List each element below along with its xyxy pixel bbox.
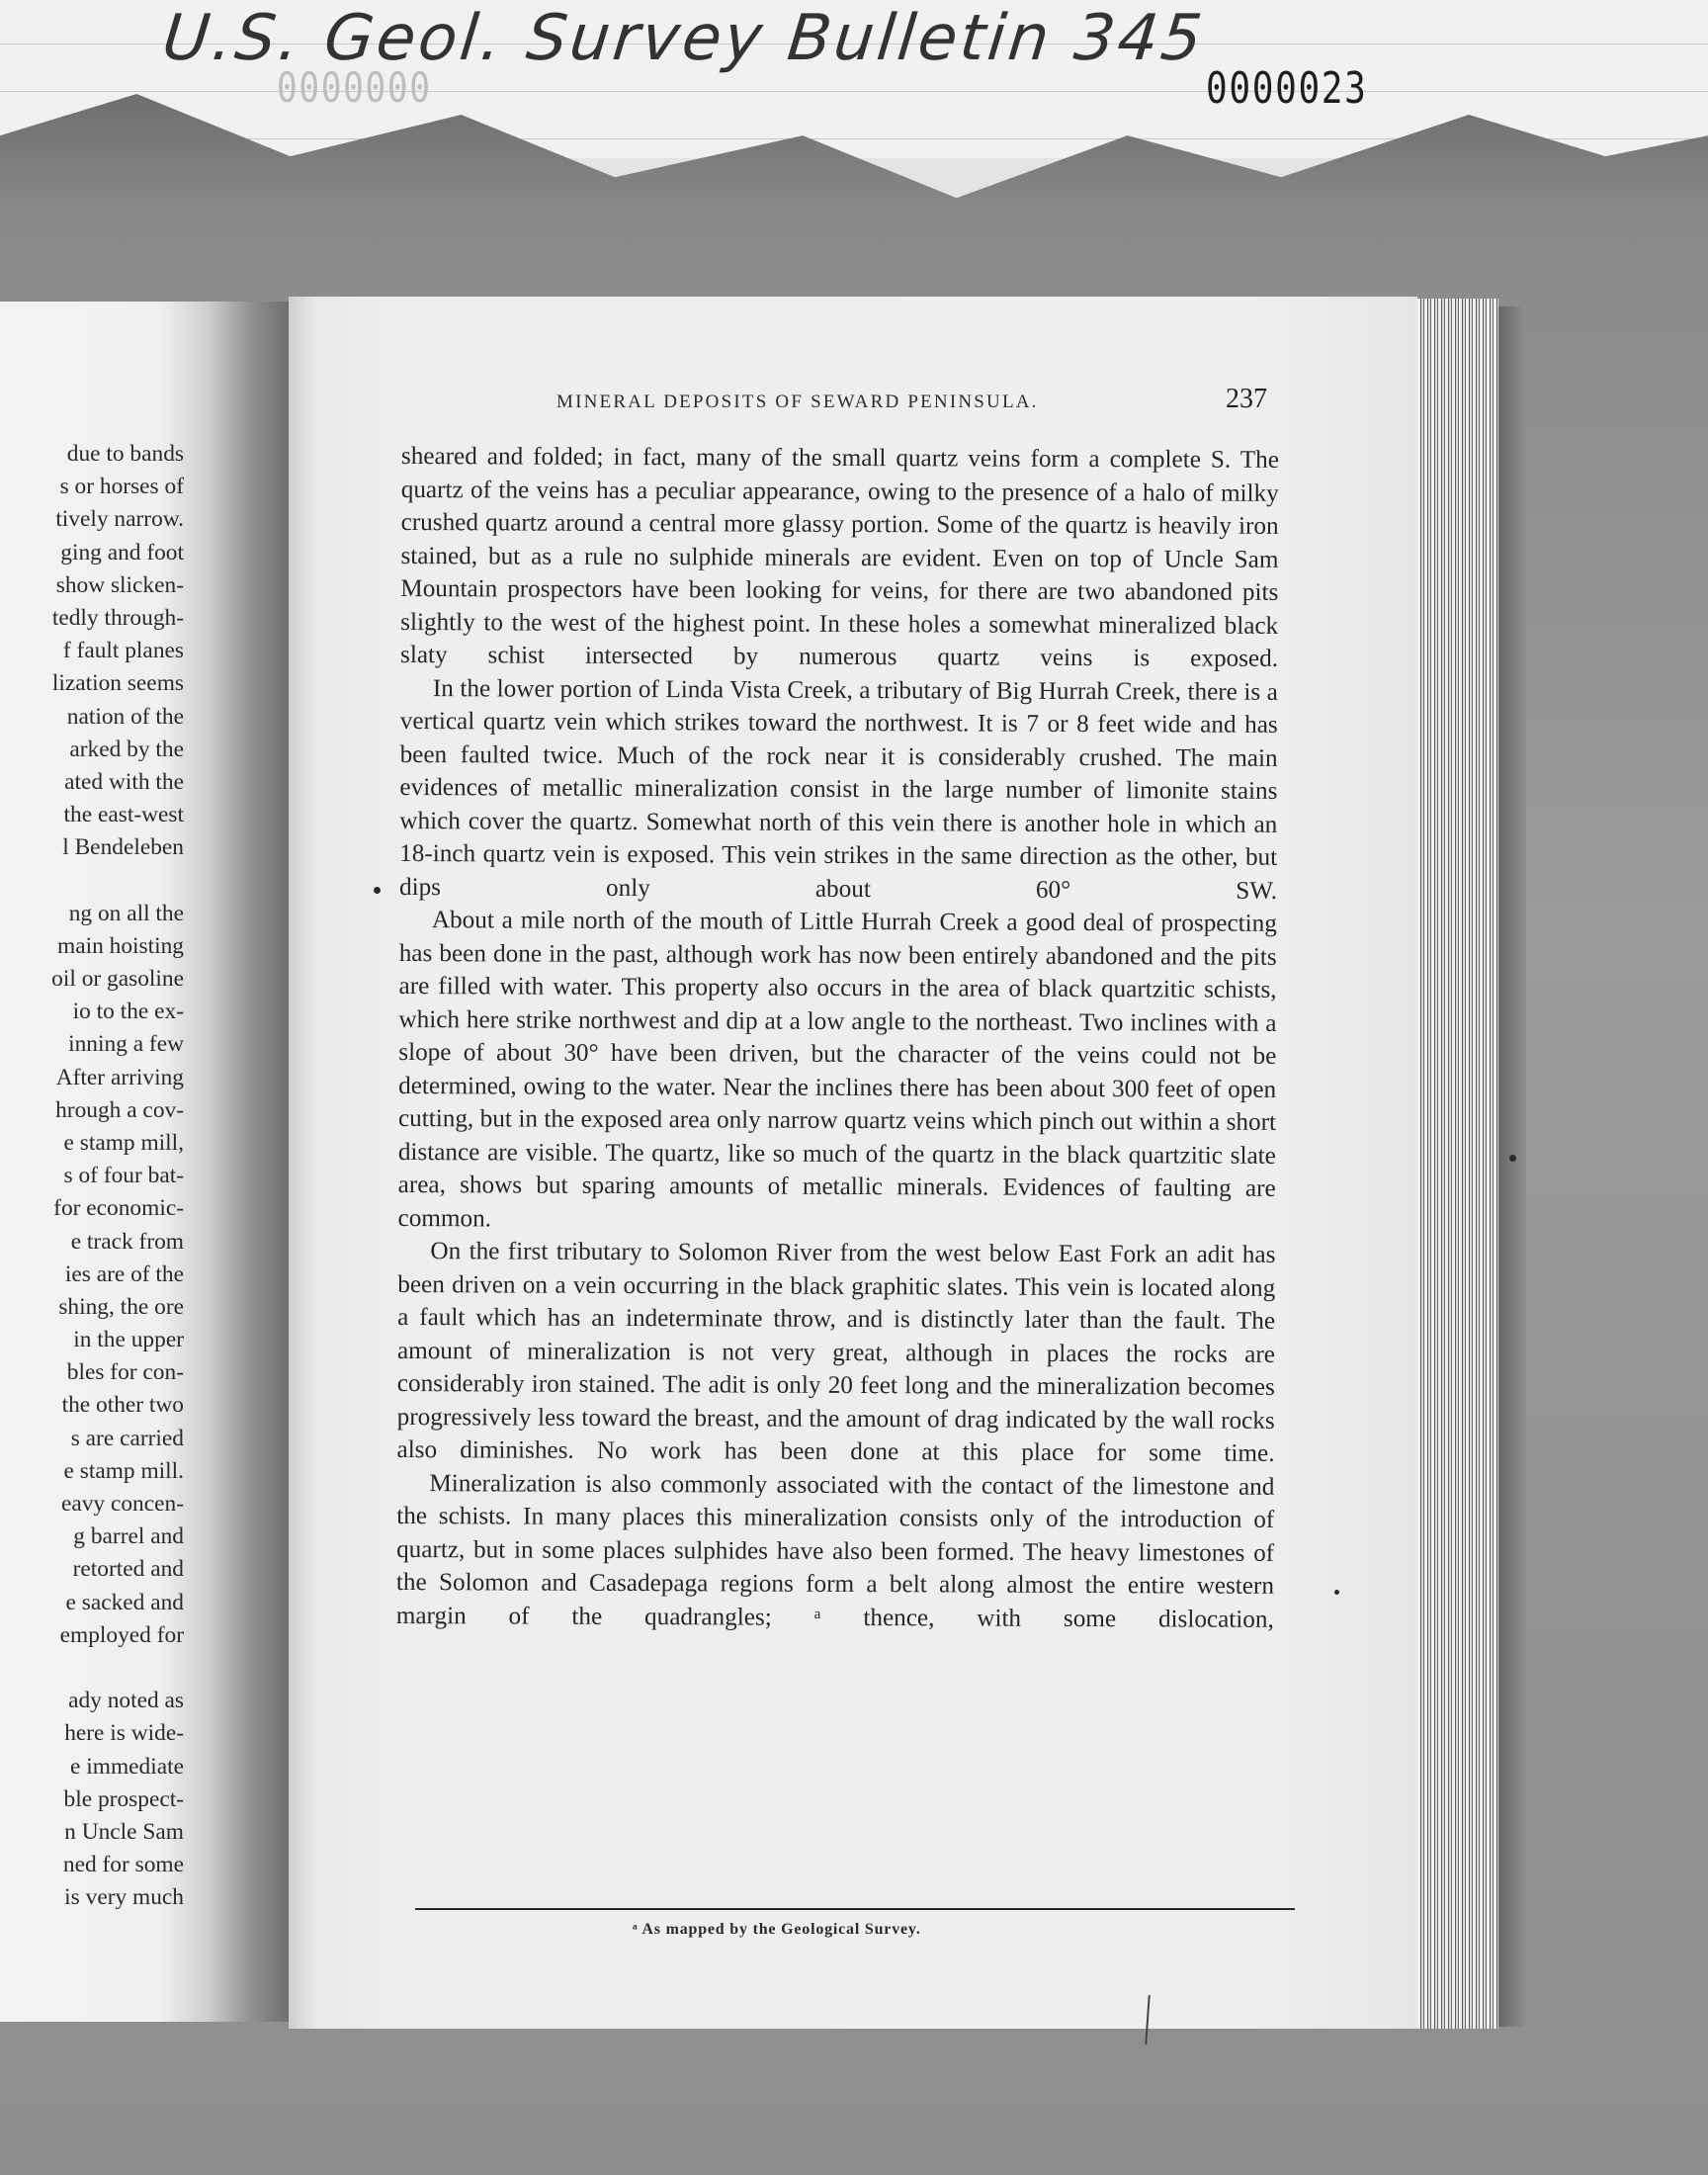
left-page-line: f fault planes (62, 638, 184, 664)
scan-speck (374, 887, 381, 894)
left-page-line: hrough a cov- (55, 1096, 184, 1123)
left-page-line: bles for con- (66, 1359, 184, 1386)
left-page-line: the east-west (63, 802, 184, 828)
left-page-line: eavy concen- (60, 1491, 184, 1517)
left-page-line: in the upper (73, 1327, 184, 1353)
paragraph: Mineralization is also commonly associated with the contact of the limestone and the schists. In many places this mineralization consists only of the introduction of quartz, but in some places sulphides have also been formed. The heavy limestones of the Solomon and Casadepaga regions form a belt along almost the entire western margin of the quadrangles; ᵃ thence, with some dislocation, (395, 1469, 1275, 1633)
left-page-line: arked by the (69, 736, 184, 762)
left-page-line: e track from (70, 1228, 184, 1255)
footnote: ᵃ As mapped by the Geological Survey. (633, 1921, 921, 1938)
paragraph: On the first tributary to Solomon River from the west below East Fork an adit has been driven on a vein occurring in the black graphitic slates. This vein is located along a fault which has an indeterminate throw, and is distinctly later than the fault. The amount of mineralization is not very great, although in places the rocks are considerably iron stained. The adit is only 20 feet long and the mineralization becomes progressively less toward the breast, and the amount of drag indicated by the wall rocks also diminishes. No work has been done at this place for some time. (396, 1238, 1276, 1467)
left-facing-page (0, 302, 289, 2022)
body-text (396, 440, 1279, 1636)
left-page-line: retorted and (72, 1556, 184, 1583)
scan-speck (1509, 1155, 1516, 1162)
page-edges (1417, 299, 1498, 2029)
left-page-line: After arriving (55, 1064, 184, 1090)
paragraph: In the lower portion of Linda Vista Creek, a tributary of Big Hurrah Creek, there is a vertical quartz vein which strikes toward the northwest. It is 7 or 8 feet wide and has been faulted twice. Much of the rock near it is considerably crushed. The main evidences of metallic mineralization consist in the large number of limonite stains which cover the quartz. Somewhat north of this vein there is another hole in which an 18-inch quartz vein is exposed. This vein strikes in the same direction as the other, but dips only about 60° SW. (398, 674, 1278, 905)
label-rule-line (0, 91, 1708, 92)
left-page-line: show slicken- (55, 571, 184, 598)
left-page-line: inning a few (68, 1031, 184, 1058)
left-page-line: is very much (64, 1884, 184, 1911)
footnote-rule (415, 1908, 1295, 1910)
left-page-line: nation of the (66, 703, 184, 730)
left-page-line: n Uncle Sam (64, 1818, 184, 1845)
left-page-line: ble prospect- (63, 1785, 184, 1812)
left-page-line: the other two (61, 1392, 184, 1419)
running-head: MINERAL DEPOSITS OF SEWARD PENINSULA. (556, 392, 1039, 412)
left-page-line: ies are of the (64, 1261, 184, 1287)
paragraph: sheared and folded; in fact, many of the small quartz veins form a complete S. The quartz of the veins has a peculiar appearance, owing to the presence of a halo of milky crushed quartz around a central more glassy portion. Some of the quartz is heavily iron stained, but as a rule no sulphide minerals are evident. Even on top of Uncle Sam Mountain prospectors have been looking for veins, for there are two abandoned pits slightly to the west of the highest point. In these holes a somewhat mineralized black slaty schist intersected by numerous quartz veins is exposed. (399, 442, 1279, 672)
left-page-line: s or horses of (59, 474, 184, 500)
left-page-line: e immediate (70, 1753, 184, 1780)
left-page-line: here is wide- (64, 1720, 184, 1747)
left-page-line: employed for (59, 1621, 184, 1648)
left-page-line: for economic- (53, 1195, 184, 1222)
stamp-number: 0000023 (1206, 63, 1368, 114)
left-page-text-fragments (0, 438, 184, 1914)
left-page-line: ned for some (62, 1852, 184, 1878)
left-page-line: ng on all the (68, 900, 184, 926)
left-page-line: e sacked and (65, 1589, 184, 1615)
left-page-line: g barrel and (73, 1523, 184, 1550)
left-page-line: io to the ex- (72, 999, 184, 1025)
left-page-line (0, 864, 184, 897)
left-page-line: tedly through- (51, 604, 184, 631)
handwritten-title: U.S. Geol. Survey Bulletin 345 (159, 2, 1209, 75)
left-page-line (0, 1652, 184, 1685)
left-page-line: ging and foot (60, 539, 184, 566)
left-page-line: main hoisting (57, 932, 184, 959)
left-page-line: tively narrow. (55, 506, 184, 533)
left-page-line: e stamp mill, (63, 1129, 184, 1156)
paragraph: About a mile north of the mouth of Little Hurrah Creek a good deal of prospecting has been done in the past, although work has now been entirely abandoned and the pits are filled with water. This property also occurs in the area of black quartzitic schists, which here strike northwest and dip at a low angle to the northeast. Two inclines with a slope of about 30° have been driven, but the character of the veins could not be determined, owing to the water. Near the inclines there has been about 300 feet of open cutting, but in the exposed area only narrow quartz veins which pinch out within a short distance are visible. The quartz, like so much of the quartz in the black quartzitic slate area, shows but sparing amounts of metallic minerals. Evidences of faulting are common. (397, 907, 1277, 1232)
left-page-line: oil or gasoline (51, 966, 184, 992)
scan-speck (1334, 1590, 1339, 1595)
page-edges-shadow (1498, 306, 1526, 2027)
left-page-line: ated with the (64, 768, 184, 795)
page-number: 237 (1226, 384, 1267, 414)
left-page-line: e stamp mill. (63, 1457, 184, 1484)
faint-stamp-number: 0000000 (277, 63, 432, 112)
left-page-line: s are carried (70, 1425, 184, 1451)
left-page-line: ady noted as (68, 1688, 184, 1714)
left-page-line: s of four bat- (63, 1163, 184, 1189)
left-page-line: lization seems (51, 670, 184, 697)
left-page-line: l Bendeleben (62, 834, 184, 861)
left-page-line: due to bands (66, 441, 184, 467)
left-page-line: shing, the ore (58, 1293, 184, 1320)
